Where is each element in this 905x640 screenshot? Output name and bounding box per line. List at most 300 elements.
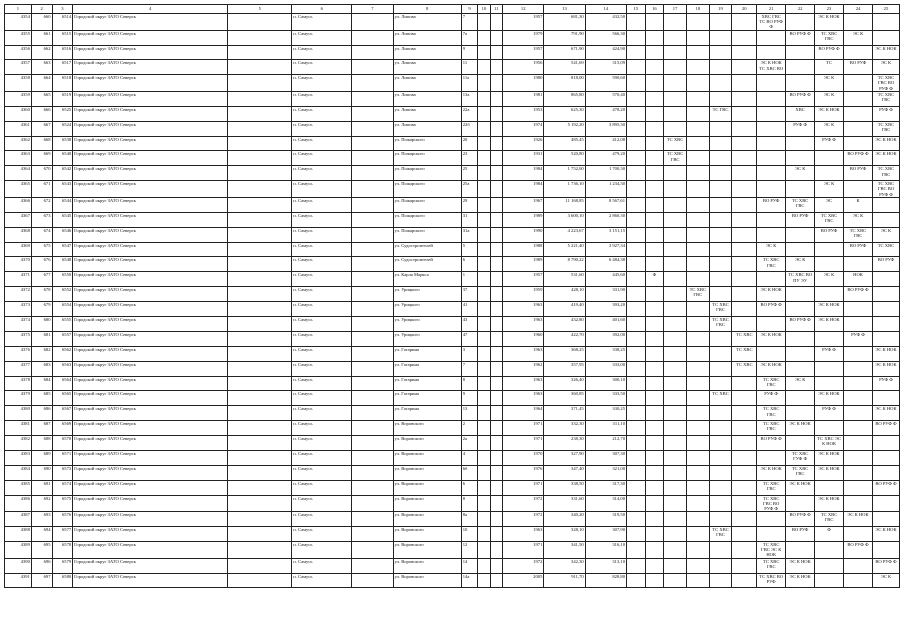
cell-col-6: п. Самусь: [292, 181, 352, 198]
cell-col-22: ТС ХВС ГВС: [786, 465, 815, 480]
cell-col-5: [228, 45, 292, 60]
cell-col-20: [732, 14, 757, 31]
cell-col-22: [786, 436, 815, 451]
cell-col-19: [709, 151, 732, 166]
cell-col-9: 22а: [461, 106, 478, 121]
cell-col-8: ул. Пожарского: [393, 166, 461, 181]
cell-col-1: 4360: [5, 106, 32, 121]
cell-col-25: [872, 272, 899, 287]
cell-col-12: 1959: [503, 287, 544, 302]
cell-col-10: [478, 14, 490, 31]
cell-col-24: [844, 121, 873, 136]
cell-col-23: ЭС: [815, 197, 844, 212]
cell-col-16: [645, 480, 664, 495]
cell-col-20: [732, 257, 757, 272]
cell-col-17: [664, 450, 687, 465]
cell-col-24: [844, 136, 873, 151]
cell-col-12: 1953: [503, 106, 544, 121]
cell-col-13: 327,90: [544, 450, 585, 465]
cell-col-4: Городской округ ЗАТО Северск: [73, 30, 228, 45]
cell-col-22: ТС ХВС ГУФ Ф: [786, 450, 815, 465]
cell-col-21: [757, 91, 786, 106]
cell-col-23: ТС ХВС ЭС К НОК: [815, 436, 844, 451]
cell-col-15: [627, 60, 646, 75]
cell-col-23: [815, 421, 844, 436]
table-row: [5, 495, 900, 512]
cell-col-16: [645, 346, 664, 361]
cell-col-16: [645, 287, 664, 302]
cell-col-21: ЭС К НОК: [757, 465, 786, 480]
cell-col-16: [645, 212, 664, 227]
cell-col-9: 8а: [461, 512, 478, 527]
cell-col-5: [228, 30, 292, 45]
cell-col-15: [627, 480, 646, 495]
cell-col-18: [686, 480, 709, 495]
cell-col-4: Городской округ ЗАТО Северск: [73, 376, 228, 391]
cell-col-9: 25: [461, 166, 478, 181]
cell-col-19: ТС ХВС ГВС: [709, 302, 732, 317]
cell-col-11: [490, 512, 502, 527]
cell-col-9: 4: [461, 450, 478, 465]
cell-col-5: [228, 151, 292, 166]
cell-col-8: ул. Липова: [393, 75, 461, 92]
cell-col-21: ТС ХВС ГВС ЭС К НОК: [757, 542, 786, 559]
cell-col-20: [732, 106, 757, 121]
cell-col-22: [786, 60, 815, 75]
cell-col-12: 1972: [503, 495, 544, 512]
cell-col-12: 1967: [503, 197, 544, 212]
column-header-22: 22: [786, 5, 815, 14]
cell-col-5: [228, 495, 292, 512]
cell-col-18: [686, 75, 709, 92]
cell-col-7: [352, 136, 393, 151]
cell-col-16: [645, 316, 664, 331]
cell-col-11: [490, 421, 502, 436]
cell-col-9: 43: [461, 316, 478, 331]
cell-col-22: [786, 151, 815, 166]
cell-col-14: 314,00: [585, 495, 626, 512]
cell-col-1: 4357: [5, 60, 32, 75]
cell-col-22: [786, 302, 815, 317]
document-page: [4, 4, 900, 636]
cell-col-18: [686, 316, 709, 331]
cell-col-22: [786, 75, 815, 92]
cell-col-24: [844, 465, 873, 480]
cell-col-23: Ф: [815, 527, 844, 542]
cell-col-10: [478, 573, 490, 588]
cell-col-11: [490, 166, 502, 181]
cell-col-2: 661: [31, 30, 52, 45]
cell-col-3: 6578: [52, 542, 73, 559]
cell-col-16: [645, 136, 664, 151]
cell-col-13: 541,69: [544, 60, 585, 75]
cell-col-6: п. Самусь: [292, 272, 352, 287]
cell-col-25: ТС ХВС ГВС ВО РУФ Ф: [872, 75, 899, 92]
cell-col-15: [627, 495, 646, 512]
cell-col-1: 4390: [5, 558, 32, 573]
cell-col-2: 665: [31, 91, 52, 106]
cell-col-24: НОК: [844, 272, 873, 287]
cell-col-12: 1981: [503, 91, 544, 106]
cell-col-17: [664, 495, 687, 512]
cell-col-9: 8: [461, 376, 478, 391]
cell-col-11: [490, 361, 502, 376]
cell-col-10: [478, 346, 490, 361]
cell-col-6: п. Самусь: [292, 151, 352, 166]
cell-col-1: 4371: [5, 272, 32, 287]
cell-col-24: К: [844, 197, 873, 212]
cell-col-20: [732, 406, 757, 421]
cell-col-23: [815, 257, 844, 272]
cell-col-9: 2: [461, 421, 478, 436]
cell-col-17: [664, 376, 687, 391]
cell-col-23: РУФ Ф: [815, 136, 844, 151]
cell-col-4: Городской округ ЗАТО Северск: [73, 75, 228, 92]
cell-col-22: ТС ХВС ГВС: [786, 197, 815, 212]
cell-col-24: ЭС К: [844, 212, 873, 227]
table-row: [5, 361, 900, 376]
cell-col-25: ЭС К НОК: [872, 136, 899, 151]
cell-col-19: [709, 376, 732, 391]
cell-col-23: ЭС К НОК: [815, 316, 844, 331]
cell-col-19: [709, 197, 732, 212]
cell-col-19: ТС ХВС ГВС: [709, 527, 732, 542]
cell-col-19: [709, 465, 732, 480]
cell-col-1: 4358: [5, 75, 32, 92]
cell-col-4: Городской округ ЗАТО Северск: [73, 106, 228, 121]
cell-col-3: 6544: [52, 197, 73, 212]
cell-col-14: 2 860,30: [585, 212, 626, 227]
cell-col-7: [352, 272, 393, 287]
cell-col-14: 8 567,61: [585, 197, 626, 212]
cell-col-11: [490, 181, 502, 198]
cell-col-6: п. Самусь: [292, 91, 352, 106]
column-header-21: 21: [757, 5, 786, 14]
cell-col-20: [732, 197, 757, 212]
cell-col-14: 317,30: [585, 480, 626, 495]
cell-col-9: 14: [461, 558, 478, 573]
cell-col-17: [664, 166, 687, 181]
cell-col-7: [352, 361, 393, 376]
table-row: [5, 542, 900, 559]
cell-col-16: [645, 91, 664, 106]
cell-col-4: Городской округ ЗАТО Северск: [73, 495, 228, 512]
cell-col-8: ул. Судостроителей: [393, 257, 461, 272]
cell-col-15: [627, 197, 646, 212]
cell-col-4: Городской округ ЗАТО Северск: [73, 465, 228, 480]
cell-col-20: [732, 91, 757, 106]
cell-col-19: [709, 227, 732, 242]
cell-col-2: 676: [31, 257, 52, 272]
cell-col-11: [490, 527, 502, 542]
cell-col-1: 4375: [5, 331, 32, 346]
cell-col-2: 660: [31, 14, 52, 31]
cell-col-8: ул. Пожарского: [393, 212, 461, 227]
cell-col-5: [228, 60, 292, 75]
cell-col-5: [228, 421, 292, 436]
cell-col-24: [844, 346, 873, 361]
cell-col-22: РУФ Ф: [786, 121, 815, 136]
cell-col-11: [490, 75, 502, 92]
cell-col-15: [627, 242, 646, 257]
column-header-24: 24: [844, 5, 873, 14]
cell-col-3: 6567: [52, 406, 73, 421]
cell-col-22: ВО РУФ: [786, 212, 815, 227]
cell-col-5: [228, 121, 292, 136]
cell-col-7: [352, 45, 393, 60]
cell-col-15: [627, 227, 646, 242]
cell-col-14: 412,08: [585, 136, 626, 151]
cell-col-6: п. Самусь: [292, 465, 352, 480]
cell-col-14: 319,50: [585, 512, 626, 527]
cell-col-3: 6563: [52, 361, 73, 376]
cell-col-23: ЭС К: [815, 121, 844, 136]
cell-col-18: [686, 272, 709, 287]
cell-col-25: [872, 331, 899, 346]
table-row: [5, 391, 900, 406]
cell-col-12: 1960: [503, 331, 544, 346]
cell-col-6: п. Самусь: [292, 495, 352, 512]
cell-col-12: 1957: [503, 14, 544, 31]
cell-col-6: п. Самусь: [292, 136, 352, 151]
cell-col-24: [844, 436, 873, 451]
cell-col-6: п. Самусь: [292, 106, 352, 121]
cell-col-9: 29: [461, 197, 478, 212]
cell-col-9: 7: [461, 14, 478, 31]
cell-col-19: [709, 166, 732, 181]
cell-col-19: [709, 136, 732, 151]
cell-col-13: 328,10: [544, 527, 585, 542]
cell-col-1: 4361: [5, 121, 32, 136]
cell-col-16: [645, 450, 664, 465]
cell-col-10: [478, 495, 490, 512]
cell-col-14: 1 234,30: [585, 181, 626, 198]
cell-col-12: 1931: [503, 151, 544, 166]
cell-col-22: ВО РУФ: [786, 527, 815, 542]
cell-col-13: 520,80: [544, 151, 585, 166]
cell-col-22: [786, 331, 815, 346]
table-row: [5, 121, 900, 136]
cell-col-21: ЭС К НОК: [757, 331, 786, 346]
cell-col-14: 307,90: [585, 527, 626, 542]
cell-col-24: ЭС К НОК: [844, 512, 873, 527]
table-row: [5, 480, 900, 495]
cell-col-10: [478, 406, 490, 421]
cell-col-7: [352, 436, 393, 451]
cell-col-12: 1976: [503, 465, 544, 480]
cell-col-16: [645, 361, 664, 376]
cell-col-11: [490, 136, 502, 151]
cell-col-15: [627, 573, 646, 588]
cell-col-13: 360,85: [544, 391, 585, 406]
cell-col-7: [352, 287, 393, 302]
cell-col-19: [709, 558, 732, 573]
cell-col-16: [645, 512, 664, 527]
cell-col-3: 6576: [52, 512, 73, 527]
cell-col-24: [844, 376, 873, 391]
cell-col-21: [757, 450, 786, 465]
cell-col-11: [490, 480, 502, 495]
cell-col-19: [709, 257, 732, 272]
table-row: [5, 181, 900, 198]
cell-col-23: ЭС К: [815, 91, 844, 106]
table-row: [5, 227, 900, 242]
cell-col-22: ЭС К: [786, 376, 815, 391]
cell-col-6: п. Самусь: [292, 45, 352, 60]
cell-col-23: [815, 242, 844, 257]
cell-col-20: [732, 512, 757, 527]
cell-col-6: п. Самусь: [292, 436, 352, 451]
cell-col-15: [627, 121, 646, 136]
table-row: [5, 302, 900, 317]
cell-col-15: [627, 421, 646, 436]
cell-col-23: ЭС К: [815, 272, 844, 287]
cell-col-24: [844, 91, 873, 106]
cell-col-1: 4368: [5, 227, 32, 242]
cell-col-8: ул. Воровского: [393, 436, 461, 451]
cell-col-18: [686, 465, 709, 480]
cell-col-12: 1974: [503, 121, 544, 136]
cell-col-11: [490, 436, 502, 451]
cell-col-20: ТС ХВС: [732, 361, 757, 376]
cell-col-23: ЭС К НОК: [815, 302, 844, 317]
cell-col-5: [228, 14, 292, 31]
cell-col-8: ул. Гагарина: [393, 361, 461, 376]
cell-col-5: [228, 391, 292, 406]
cell-col-5: [228, 465, 292, 480]
cell-col-24: [844, 257, 873, 272]
table-row: [5, 60, 900, 75]
cell-col-15: [627, 331, 646, 346]
column-header-4: 4: [73, 5, 228, 14]
cell-col-12: 1970: [503, 450, 544, 465]
cell-col-4: Городской округ ЗАТО Северск: [73, 272, 228, 287]
cell-col-13: 347,40: [544, 465, 585, 480]
cell-col-9: 9: [461, 391, 478, 406]
cell-col-25: [872, 212, 899, 227]
cell-col-15: [627, 450, 646, 465]
table-row: [5, 136, 900, 151]
cell-col-19: [709, 45, 732, 60]
cell-col-8: ул. Пожарского: [393, 136, 461, 151]
cell-col-10: [478, 527, 490, 542]
cell-col-1: 4387: [5, 512, 32, 527]
cell-col-20: [732, 242, 757, 257]
cell-col-14: 311,10: [585, 421, 626, 436]
cell-col-5: [228, 136, 292, 151]
cell-col-22: ЭС К НОК: [786, 573, 815, 588]
cell-col-21: ЭС К НОК: [757, 361, 786, 376]
cell-col-24: [844, 45, 873, 60]
cell-col-25: ТС ХВС: [872, 242, 899, 257]
cell-col-7: [352, 331, 393, 346]
cell-col-2: 684: [31, 376, 52, 391]
cell-col-24: [844, 558, 873, 573]
cell-col-3: 6543: [52, 181, 73, 198]
cell-col-24: ВО РУФ Ф: [844, 542, 873, 559]
cell-col-14: 330,25: [585, 406, 626, 421]
cell-col-21: ТС ХВС ГВС ВО РУФ Ф: [757, 495, 786, 512]
cell-col-2: 663: [31, 60, 52, 75]
cell-col-7: [352, 14, 393, 31]
cell-col-13: 357,95: [544, 361, 585, 376]
cell-col-1: 4355: [5, 30, 32, 45]
cell-col-22: [786, 227, 815, 242]
cell-col-19: [709, 75, 732, 92]
cell-col-20: [732, 181, 757, 198]
cell-col-15: [627, 106, 646, 121]
cell-col-20: [732, 302, 757, 317]
cell-col-7: [352, 30, 393, 45]
cell-col-17: [664, 91, 687, 106]
cell-col-23: ВО РУФ Ф: [815, 45, 844, 60]
column-number-header: [5, 5, 900, 14]
column-header-16: 16: [645, 5, 664, 14]
cell-col-22: [786, 181, 815, 198]
cell-col-17: [664, 436, 687, 451]
cell-col-3: 6546: [52, 227, 73, 242]
cell-col-19: [709, 121, 732, 136]
cell-col-8: ул. Липова: [393, 60, 461, 75]
cell-col-5: [228, 346, 292, 361]
cell-col-2: 668: [31, 136, 52, 151]
cell-col-22: ВО РУФ Ф: [786, 91, 815, 106]
cell-col-15: [627, 406, 646, 421]
cell-col-23: ВО РУФ: [815, 227, 844, 242]
table-row: [5, 406, 900, 421]
cell-col-11: [490, 272, 502, 287]
cell-col-2: 675: [31, 242, 52, 257]
cell-col-23: [815, 361, 844, 376]
cell-col-17: [664, 331, 687, 346]
cell-col-1: 4378: [5, 376, 32, 391]
cell-col-3: 6545: [52, 212, 73, 227]
cell-col-21: ВО РУФ Ф: [757, 436, 786, 451]
cell-col-8: ул. Пожарского: [393, 151, 461, 166]
column-header-8: 8: [393, 5, 461, 14]
cell-col-2: 695: [31, 542, 52, 559]
cell-col-3: 6574: [52, 480, 73, 495]
cell-col-8: ул. Урицкого: [393, 331, 461, 346]
cell-col-3: 6555: [52, 316, 73, 331]
table-row: [5, 331, 900, 346]
cell-col-18: [686, 512, 709, 527]
cell-col-23: ТС ХВС ГВС: [815, 512, 844, 527]
cell-col-6: п. Самусь: [292, 121, 352, 136]
cell-col-1: 4356: [5, 45, 32, 60]
cell-col-19: [709, 512, 732, 527]
table-row: [5, 166, 900, 181]
cell-col-8: ул. Липова: [393, 14, 461, 31]
cell-col-24: [844, 406, 873, 421]
cell-col-13: 422,70: [544, 331, 585, 346]
cell-col-3: 6564: [52, 376, 73, 391]
cell-col-15: [627, 346, 646, 361]
cell-col-20: [732, 391, 757, 406]
cell-col-21: ЭС К НОК ТС ХВС ВО: [757, 60, 786, 75]
cell-col-7: [352, 558, 393, 573]
cell-col-23: ТС ХВС ГВС: [815, 30, 844, 45]
cell-col-8: ул. Урицкого: [393, 302, 461, 317]
cell-col-17: [664, 75, 687, 92]
cell-col-2: 689: [31, 450, 52, 465]
cell-col-17: [664, 197, 687, 212]
cell-col-7: [352, 346, 393, 361]
cell-col-5: [228, 542, 292, 559]
cell-col-19: [709, 421, 732, 436]
cell-col-4: Городской округ ЗАТО Северск: [73, 480, 228, 495]
cell-col-13: 818,00: [544, 75, 585, 92]
